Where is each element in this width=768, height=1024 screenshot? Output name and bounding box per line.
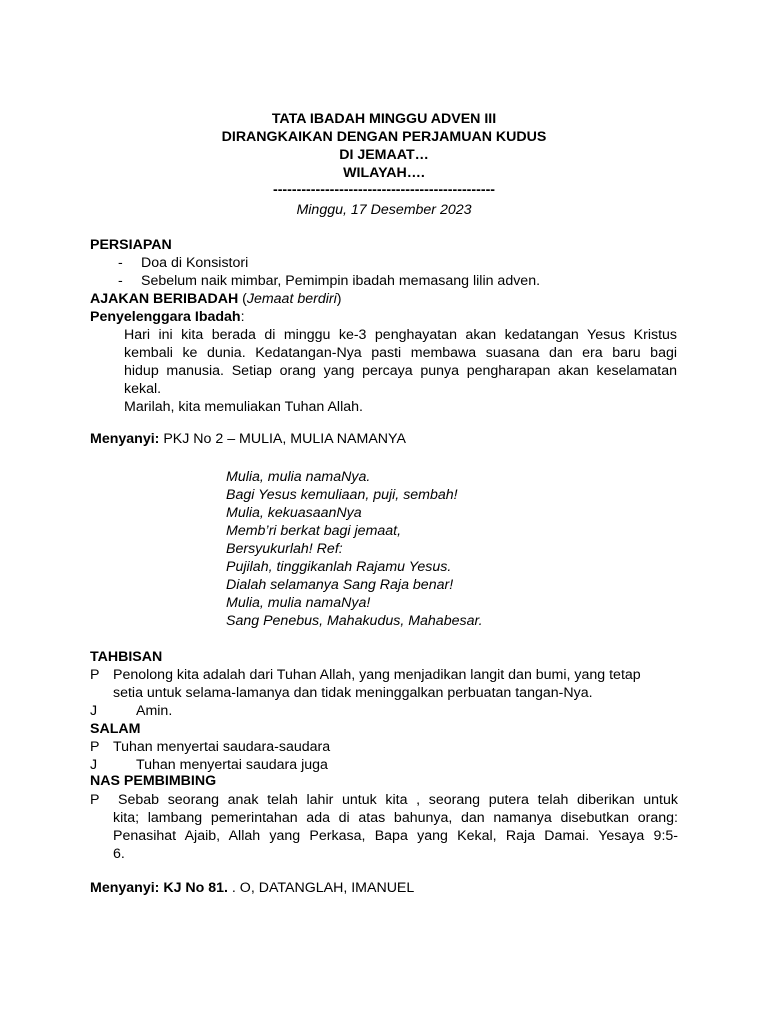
ajakan-paragraph-line: kekal. xyxy=(124,381,162,397)
ajakan-paragraph-line: kembali ke dunia. Kedatangan-Nya pasti membawa suasana dan era baru bagi xyxy=(124,345,677,361)
ajakan-paragraph-line: hidup manusia. Setiap orang yang percaya punya pengharapan akan keselamatan xyxy=(124,363,677,379)
section-heading-nas: NAS PEMBIMBING xyxy=(90,773,217,789)
lyric-line: Bagi Yesus kemuliaan, puji, sembah! xyxy=(226,487,458,503)
lyric-line: Pujilah, tinggikanlah Rajamu Yesus. xyxy=(226,559,452,575)
song-heading-2 xyxy=(90,879,414,897)
lyric-line: Mulia, mulia namaNya! xyxy=(226,595,371,611)
section-heading-persiapan: PERSIAPAN xyxy=(90,237,172,253)
nas-verse-line: Sebab seorang anak telah lahir untuk kita , seorang putera telah diberikan untuk xyxy=(118,792,678,808)
list-bullet: - xyxy=(118,273,123,289)
leader-marker: P xyxy=(90,792,100,808)
ajakan-note-open: ( xyxy=(238,291,247,307)
congregation-marker: J xyxy=(90,757,98,773)
list-item: Doa di Konsistori xyxy=(141,255,249,271)
document-title-line-3: DI JEMAAT… xyxy=(339,147,429,163)
list-bullet: - xyxy=(118,255,123,271)
salam-leader-line: Tuhan menyertai saudara-saudara xyxy=(113,739,331,755)
nas-verse-line: kita; lambang pemerintahan ada di atas bahunya, dan namanya disebutkan orang: xyxy=(113,810,678,826)
header-divider: ----------------------------------------------- xyxy=(272,182,496,198)
document-title-line-2: DIRANGKAIKAN DENGAN PERJAMUAN KUDUS xyxy=(221,129,547,145)
leader-label-line xyxy=(90,308,245,326)
lyric-line: Memb’ri berkat bagi jemaat, xyxy=(226,523,402,539)
document-title-line-4: WILAYAH…. xyxy=(343,165,425,181)
tahbisan-leader-line: Penolong kita adalah dari Tuhan Allah, yang menjadikan langit dan bumi, yang tetap xyxy=(113,667,641,683)
nas-verse-line: Penasihat Ajaib, Allah yang Perkasa, Bapa yang Kekal, Raja Damai. Yesaya 9:5- xyxy=(113,828,678,844)
lyric-line: Mulia, kekuasaanNya xyxy=(226,505,362,521)
leader-colon: : xyxy=(240,309,245,325)
song-label: Menyanyi: xyxy=(90,431,160,447)
song-title: PKJ No 2 – MULIA, MULIA NAMANYA xyxy=(159,431,406,447)
congregation-marker: J xyxy=(90,703,98,719)
lyric-line: Mulia, mulia namaNya. xyxy=(226,469,371,485)
document-title-line-1: TATA IBADAH MINGGU ADVEN III xyxy=(271,111,497,127)
leader-marker: P xyxy=(90,667,100,683)
leader-label: Penyelenggara Ibadah xyxy=(90,309,241,325)
tahbisan-leader-line: setia untuk selama-lamanya dan tidak meninggalkan perbuatan tangan-Nya. xyxy=(113,685,593,701)
song-label: Menyanyi: KJ No 81. xyxy=(90,880,228,896)
lyric-line: Sang Penebus, Mahakudus, Mahabesar. xyxy=(226,613,483,629)
list-item: Sebelum naik mimbar, Pemimpin ibadah memasang lilin adven. xyxy=(141,273,541,289)
nas-verse-line: 6. xyxy=(113,846,125,862)
lyric-line: Dialah selamanya Sang Raja benar! xyxy=(226,577,454,593)
section-heading-ajakan xyxy=(90,290,342,308)
leader-marker: P xyxy=(90,739,100,755)
ajakan-note: Jemaat berdiri xyxy=(246,291,337,307)
section-heading-salam: SALAM xyxy=(90,721,141,737)
salam-congregation-response: Tuhan menyertai saudara juga xyxy=(136,757,328,773)
ajakan-paragraph-line: Hari ini kita berada di minggu ke-3 penghayatan akan kedatangan Yesus Kristus xyxy=(124,327,677,343)
section-heading-tahbisan: TAHBISAN xyxy=(90,649,163,665)
ajakan-heading-text: AJAKAN BERIBADAH xyxy=(90,291,239,307)
lyric-line: Bersyukurlah! Ref: xyxy=(226,541,343,557)
tahbisan-congregation-response: Amin. xyxy=(136,703,173,719)
song-title: . O, DATANGLAH, IMANUEL xyxy=(227,880,415,896)
song-heading-1 xyxy=(90,430,406,448)
ajakan-note-close: ) xyxy=(336,291,342,307)
ajakan-closing: Marilah, kita memuliakan Tuhan Allah. xyxy=(124,399,363,415)
service-date: Minggu, 17 Desember 2023 xyxy=(296,202,472,218)
